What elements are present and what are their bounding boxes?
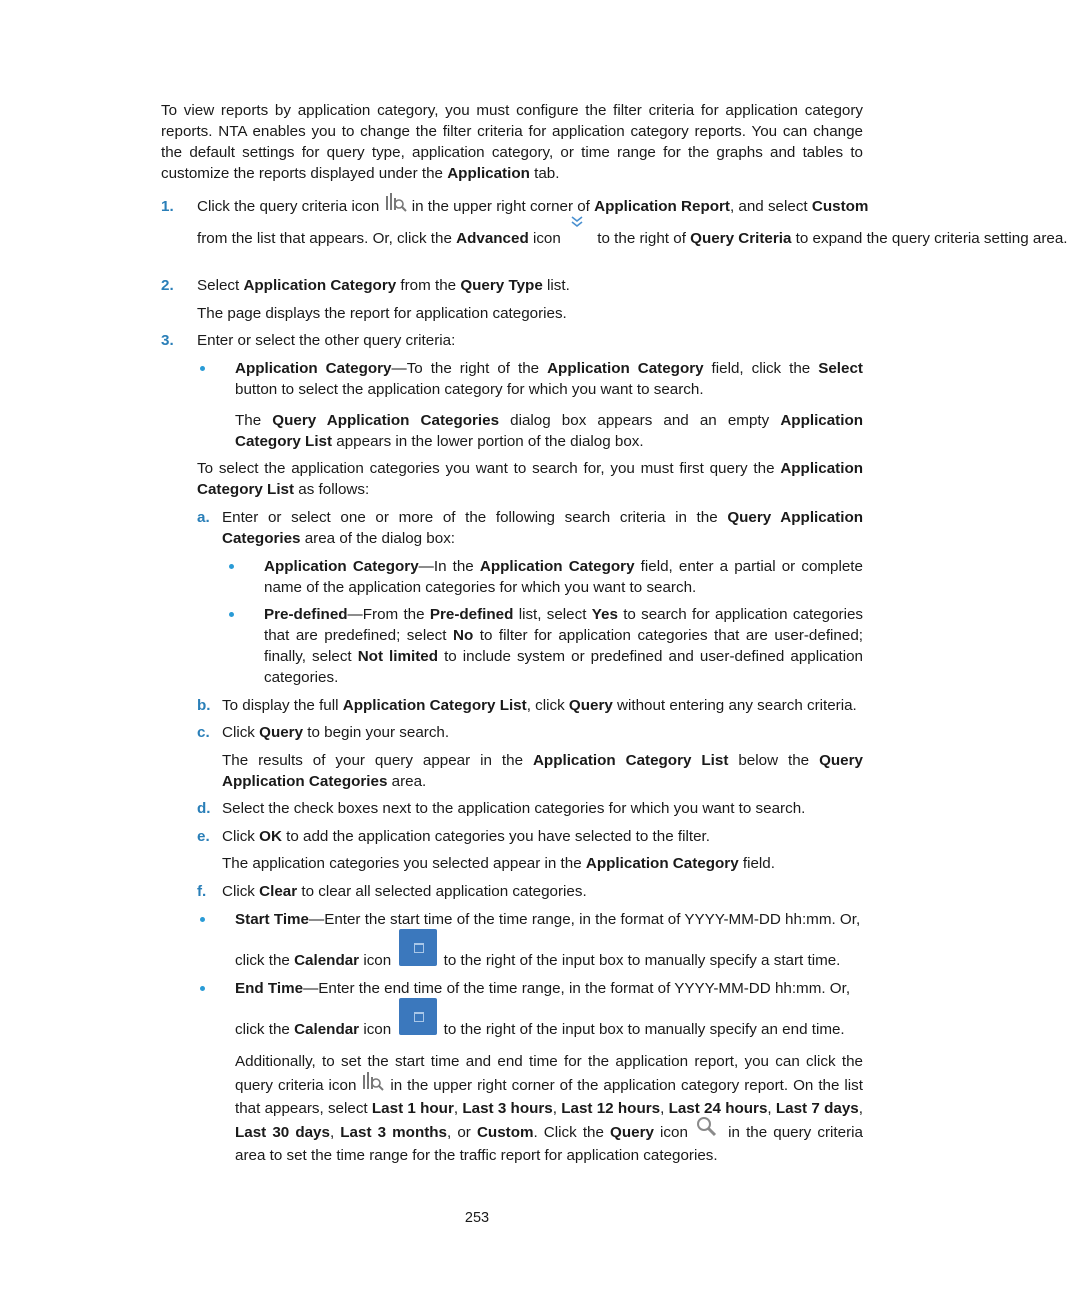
substep-f-text: Click Clear to clear all selected application categories. <box>222 883 587 900</box>
substep-e-text: Click OK to add the application categories you have selected to the filter. <box>222 828 710 845</box>
substep-c-text: Click Query to begin your search. <box>222 724 450 741</box>
bullet-dot <box>200 917 205 922</box>
step-1-number: 1. <box>161 198 174 215</box>
step-2-number: 2. <box>161 277 174 294</box>
start-time-line-2: click the Calendar icon to the right of the input box to manually specify a start time. <box>235 952 841 969</box>
additionally-paragraph: Additionally, to set the start time and end time for the application report, you can click the query criteria icon in the upper right corner of the application category report. On the list that appears, select Last 1 hour, Last 3 hours, Last 12 hours, Last 24 hours, Last 7 days, Last 30 days, Last 3 months, or Custom. Click the Query icon in the query criteria area to set the time range for the traffic report for application categories. <box>235 1053 863 1164</box>
end-time-line-2: click the Calendar icon to the right of the input box to manually specify an end time. <box>235 1021 845 1038</box>
page-number: 253 <box>464 1210 490 1226</box>
bullet-dot <box>200 366 205 371</box>
step-1-line-1: Click the query criteria icon in the upper right corner of Application Report, and select Custom <box>197 196 863 217</box>
query-criteria-icon <box>361 1076 385 1094</box>
advanced-icon <box>565 227 593 243</box>
end-time-line-1: End Time—Enter the end time of the time range, in the format of YYYY-MM-DD hh:mm. Or, <box>235 980 851 997</box>
substep-b-letter: b. <box>197 697 211 714</box>
substep-e-letter: e. <box>197 828 210 845</box>
query-search-icon <box>694 1123 722 1141</box>
query-criteria-icon <box>384 197 408 215</box>
bullet-dot <box>229 564 234 569</box>
substep-c-result: The results of your query appear in the Application Category List below the Query Application Categories area. <box>222 752 863 790</box>
calendar-icon[interactable] <box>399 998 437 1035</box>
substep-f-letter: f. <box>197 883 207 900</box>
substep-a-letter: a. <box>197 509 210 526</box>
substep-b-text: To display the full Application Category List, click Query without entering any search criteria. <box>222 697 857 714</box>
to-select-paragraph: To select the application categories you want to search for, you must first query the Application Category List as follows: <box>197 460 863 498</box>
substep-d-text: Select the check boxes next to the application categories for which you want to search. <box>222 800 806 817</box>
step-2-text: Select Application Category from the Query Type list. <box>197 277 570 294</box>
substep-a-application-category: Application Category—In the Application Category field, enter a partial or complete name of the application categories for which you want to search. <box>264 558 863 596</box>
app-category-bullet: Application Category—To the right of the Application Category field, click the Select button to select the application category for which you want to search. <box>235 360 863 398</box>
step-3-number: 3. <box>161 332 174 349</box>
substep-a-text: Enter or select one or more of the following search criteria in the Query Application Categories area of the dialog box: <box>222 509 863 547</box>
app-category-dialog-note: The Query Application Categories dialog box appears and an empty Application Category List appears in the lower portion of the dialog box. <box>235 412 864 450</box>
substep-a-pre-defined: Pre-defined—From the Pre-defined list, select Yes to search for application categories that are predefined; select No to filter for application categories that are user-defined; finally, select Not limited to include system or predefined and user-defined application categories. <box>264 606 863 686</box>
calendar-icon[interactable] <box>399 929 437 966</box>
substep-e-result: The application categories you selected appear in the Application Category field. <box>222 855 775 872</box>
bullet-dot <box>200 986 205 991</box>
step-1-line-2: from the list that appears. Or, click the Advanced icon to the right of Query Criteria to expand the query criteria setting area. <box>197 227 867 249</box>
substep-d-letter: d. <box>197 800 211 817</box>
step-3-text: Enter or select the other query criteria: <box>197 332 456 349</box>
substep-c-letter: c. <box>197 724 210 741</box>
step-2-result: The page displays the report for application categories. <box>197 305 567 322</box>
bullet-dot <box>229 612 234 617</box>
start-time-line-1: Start Time—Enter the start time of the time range, in the format of YYYY-MM-DD hh:mm. Or, <box>235 911 861 928</box>
intro-paragraph: To view reports by application category, you must configure the filter criteria for application category reports. NTA enables you to change the filter criteria for application category reports. You can change the default settings for query type, application category, or time range for the graphs and tables to customize the reports displayed under the Application tab. <box>161 102 863 182</box>
